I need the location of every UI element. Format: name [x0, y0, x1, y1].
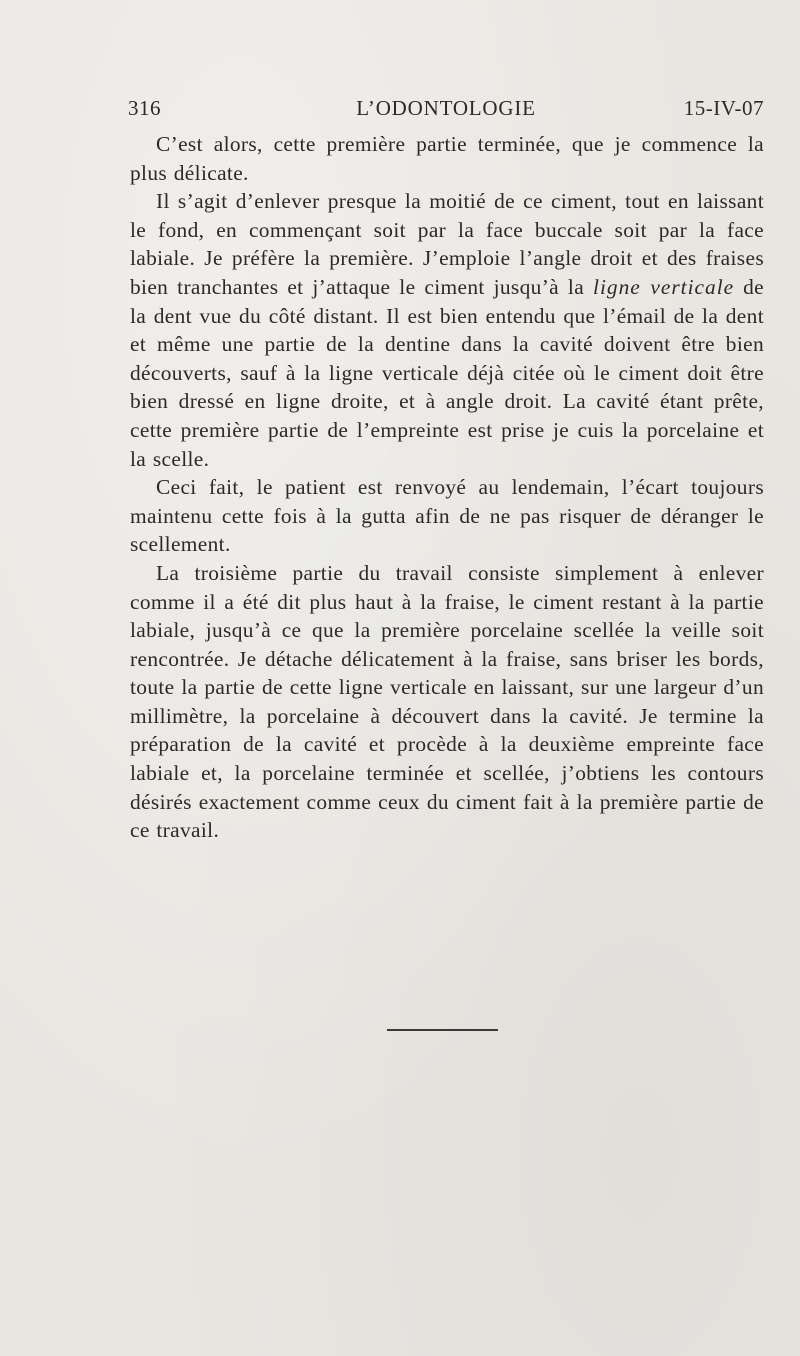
paragraph-4: La troisième partie du travail consiste simplement à enlever comme il a été dit plus haut à la fraise, le ciment restant à la partie labiale, jusqu’à ce que la première porcelaine scellée la veille soit rencontrée. Je détache délicatement à la fraise, sans briser les bords, toute la partie de cette ligne verticale en laissant, sur une largeur d’un millimètre, la porcelaine à découvert dans la cavité. Je termine la préparation de la cavité et procède à la deuxième empreinte face labiale et, la porcelaine terminée et scellée, j’obtiens les contours désirés exactement comme ceux du ciment fait à la première partie de ce travail.	[130, 560, 764, 843]
paragraph-1: C’est alors, cette première partie terminée, que je commence la plus délicate.	[130, 132, 764, 185]
paragraph-2-part-1: Il s’agit d’enlever presque la moitié de ce ciment, tout en laissant le fond, en commençant soit par la face buccale soit par la face labiale. Je préfère la première. J’emploie l’angle droit et des fraises bien tranchantes et j’attaque le ciment jusqu’à la	[130, 189, 764, 299]
paragraph-2	[130, 187, 764, 473]
running-title: L’ODONTOLOGIE	[356, 96, 536, 120]
emphasized-term: ligne verticale	[593, 274, 735, 299]
page-number: 316	[128, 96, 161, 120]
section-divider-rule	[387, 1029, 498, 1031]
paragraph-3: Ceci fait, le patient est renvoyé au lendemain, l’écart toujours maintenu cette fois à la gutta afin de ne pas risquer de déranger le scellement.	[130, 475, 764, 557]
issue-date: 15-IV-07	[683, 96, 764, 120]
paragraph-2-part-2: de la dent vue du côté distant. Il est bien entendu que l’émail de la dent et même une partie de la dentine dans la cavité doivent être bien découverts, sauf à la ligne verticale déjà citée où le ciment doit être bien dressé en ligne droite, et à angle droit. La cavité étant prête, cette première partie de l’empreinte est prise je cuis la porcelaine et la scelle.	[130, 274, 765, 471]
running-header	[128, 96, 764, 124]
body-text	[130, 130, 764, 845]
